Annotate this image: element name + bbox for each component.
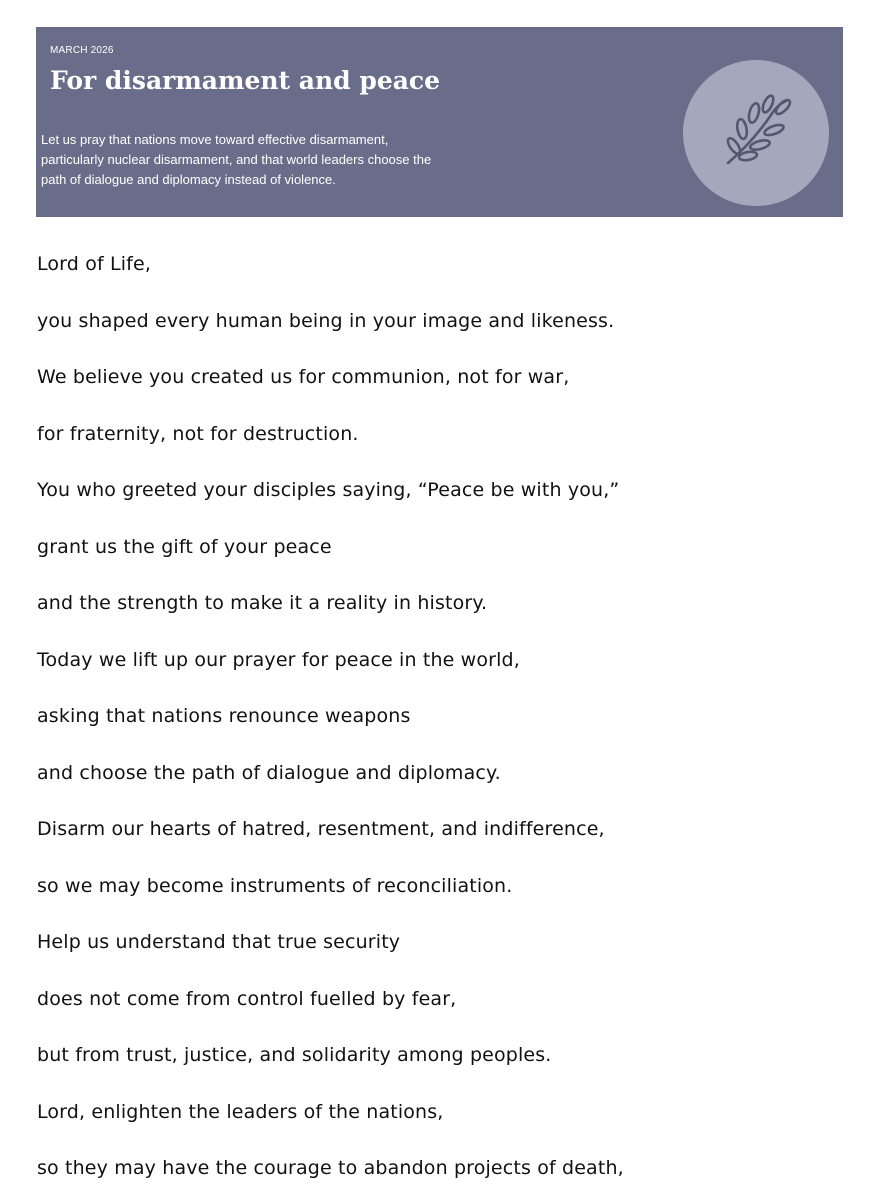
prayer-line: you shaped every human being in your image and likeness. (37, 309, 615, 332)
prayer-line: and choose the path of dialogue and diplomacy. (37, 761, 501, 784)
prayer-line: Lord, enlighten the leaders of the nations, (37, 1100, 444, 1123)
prayer-line: We believe you created us for communion, not for war, (37, 366, 570, 388)
prayer-line: so they may have the courage to abandon projects of death, (37, 1157, 624, 1179)
prayer-text (37, 240, 624, 1201)
prayer-line: for fraternity, not for destruction. (37, 422, 359, 445)
prayer-line: grant us the gift of your peace (37, 535, 332, 558)
intro-line: path of dialogue and diplomacy instead of violence. (41, 172, 336, 187)
prayer-line: Disarm our hearts of hatred, resentment, and indifference, (37, 818, 605, 840)
prayer-line: and the strength to make it a reality in history. (37, 592, 488, 614)
prayer-line: asking that nations renounce weapons (37, 705, 411, 727)
prayer-line: You who greeted your disciples saying, “Peace be with you,” (37, 479, 620, 501)
intro-line: particularly nuclear disarmament, and that world leaders choose the (41, 152, 432, 167)
month-label: MARCH 2026 (50, 45, 114, 56)
prayer-line: does not come from control fuelled by fear, (37, 987, 457, 1010)
prayer-line: but from trust, justice, and solidarity among peoples. (37, 1044, 552, 1066)
emblem-circle (683, 60, 829, 206)
intro-line: Let us pray that nations move toward effective disarmament, (41, 132, 389, 147)
olive-branch-icon (716, 93, 796, 173)
header-banner (36, 27, 843, 217)
prayer-line: Help us understand that true security (37, 931, 401, 953)
prayer-line: Lord of Life, (37, 253, 152, 275)
intention-intro (41, 130, 511, 190)
prayer-line: so we may become instruments of reconciliation. (37, 874, 513, 897)
page-title: For disarmament and peace (50, 66, 441, 95)
prayer-line: Today we lift up our prayer for peace in the world, (37, 648, 520, 671)
